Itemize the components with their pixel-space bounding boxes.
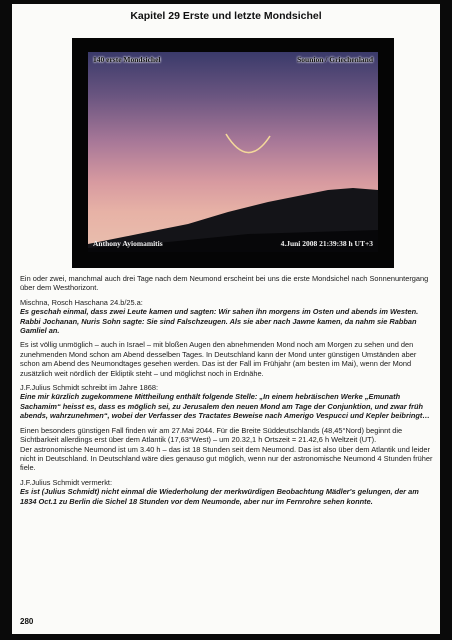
sunset-landscape-graphic — [88, 52, 378, 252]
case-2044-text-a: Einen besonders günstigen Fall finden wir am 27.Mai 2044. Für die Breite Süddeutschlands (48,45°Nord) beginnt die Sichtbarkeit allerdings erst über dem Atlantik (17,63°West) – um 20.32,1 h Ortszeit = 21.42,6 h Weltzeit (UT). — [20, 425, 403, 445]
photo-caption-top-left: 140 erste Mondsichel — [93, 55, 161, 64]
paragraph-2044-case — [20, 426, 436, 473]
schmidt-note-heading: J.F.Julius Schmidt vermerkt: — [20, 477, 112, 487]
case-2044-text-b: Der astronomische Neumond ist um 3.40 h – das ist 18 Stunden seit dem Neumond. Das ist also über dem Atlantik und leider nicht in Deutschland. In Deutschland wäre dies genauso gut möglich, wenn nur der astronomische Neumond 4 Stunden früher fiele. — [20, 444, 433, 473]
schmidt-note-quote: Es ist (Julius Schmidt) nicht einmal die Wiederholung der merkwürdigen Beobachtung Mädler's gelungen, der am 1834 Oct.1 zu Berlin die Sichel 18 Stunden vor dem Neumonde, aber nur im Fernrohre sehen konnte. — [20, 487, 419, 506]
book-page — [12, 4, 440, 634]
chapter-title: Kapitel 29 Erste und letzte Mondsichel — [130, 10, 322, 22]
paragraph-mischna — [20, 298, 436, 336]
paragraph-schmidt-1868 — [20, 383, 436, 421]
moon-crescent-photo — [88, 52, 378, 252]
photo-caption-bottom-left: Anthony Ayiomamitis — [93, 239, 163, 248]
paragraph-intro: Ein oder zwei, manchmal auch drei Tage nach dem Neumond erscheint bei uns die erste Mondsichel nach Sonnenuntergang über dem Westhorizont. — [20, 274, 429, 293]
paragraph-schmidt-note — [20, 478, 436, 506]
moon-crescent — [226, 134, 270, 153]
mischna-heading: Mischna, Rosch Haschana 24.b/25.a: — [20, 297, 143, 307]
photo-caption-top-right: Sounion / Griechenland — [297, 55, 373, 64]
page-number: 280 — [20, 617, 34, 626]
photo-caption-bottom-right: 4.Juni 2008 21:39:38 h UT+3 — [280, 239, 373, 248]
mischna-quote: Es geschah einmal, dass zwei Leute kamen und sagten: Wir sahen ihn morgens im Osten und abends im Westen. Rabbi Jochanan, Nuris Sohn sagte: Sie sind Falschzeugen. Als sie aber nach Jawne kamen, da nahm sie Rabban Gamliel an. — [20, 307, 419, 336]
schmidt-quote: Eine mir kürzlich zugekommene Mittheilung enthält folgende Stelle: „In einem hebräischen Werke „Emunath Sachamim“ heisst es, dass es möglich sei, zu Jerusalem den neuen Mond am Tage der Conjunktion, und zwar früh abends, wahrzunehmen“, wobei der Verfasser des Tractates Beweise nach Amerigo Vespucci und Kepler beibringt… — [20, 392, 430, 421]
photo-frame — [72, 38, 394, 268]
body-text — [20, 274, 436, 511]
paragraph-visibility: Es ist völlig unmöglich – auch in Israel – mit bloßen Augen den abnehmenden Mond noch am Morgen zu sehen und den zunehmenden Mond schon am Abend desselben Tages. In Deutschland kann der Mond unter günstigen Umständen aber schon am Abend des Neumondtages gesehen werden. Das ist der Fall im Frühjahr (am besten im Mai), wenn der Mond zusätzlich weit nördlich der Ekliptik steht – und möglichst noch in Erdnähe. — [20, 340, 417, 378]
schmidt-heading: J.F.Julius Schmidt schreibt im Jahre 1868: — [20, 383, 159, 393]
